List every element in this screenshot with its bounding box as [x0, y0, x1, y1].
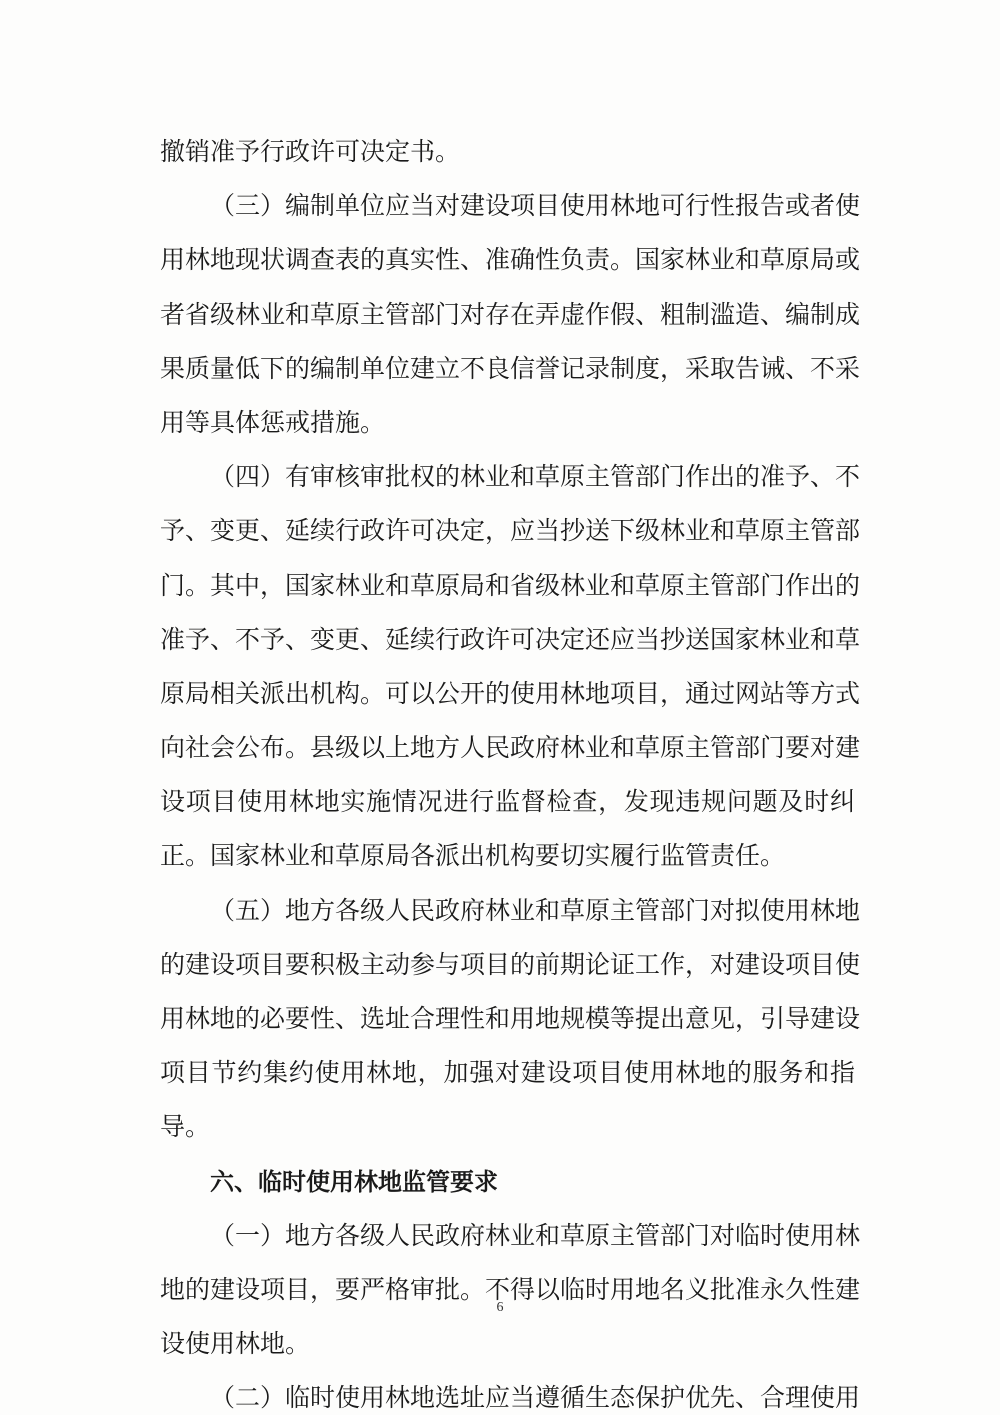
page-number: 6: [496, 1300, 504, 1315]
paragraph-start-line: （三）编制单位应当对建设项目使用林地可行性报告或者使: [210, 191, 861, 221]
text-line: 正。国家林业和草原局各派出机构要切实履行监管责任。: [160, 841, 786, 871]
text-line: 导。: [160, 1112, 211, 1142]
text-line: 设项目使用林地实施情况进行监督检查，发现违规问题及时纠: [160, 787, 855, 817]
paragraph-start-line: （四）有审核审批权的林业和草原主管部门作出的准予、不: [210, 462, 861, 492]
text-line: 予、变更、延续行政许可决定，应当抄送下级林业和草原主管部: [160, 516, 861, 546]
section-heading: 六、临时使用林地监管要求: [210, 1167, 498, 1196]
text-line: 用林地的必要性、选址合理性和用地规模等提出意见，引导建设: [160, 1004, 861, 1033]
text-line: 门。其中，国家林业和草原局和省级林业和草原主管部门作出的: [160, 570, 861, 600]
paragraph-start-line: （一）地方各级人民政府林业和草原主管部门对临时使用林: [210, 1220, 861, 1250]
text-line: 撤销准予行政许可决定书。: [160, 137, 461, 166]
text-line: 的建设项目要积极主动参与项目的前期论证工作，对建设项目使: [160, 949, 861, 979]
body-text: [160, 125, 861, 1426]
text-line: 地的建设项目，要严格审批。不得以临时用地名义批准永久性建: [160, 1274, 861, 1304]
text-line: 原局相关派出机构。可以公开的使用林地项目，通过网站等方式: [160, 678, 861, 708]
paragraph-start-line: （五）地方各级人民政府林业和草原主管部门对拟使用林地: [210, 895, 861, 925]
text-line: 设使用林地。: [160, 1329, 311, 1359]
text-line: 者省级林业和草原主管部门对存在弄虚作假、粗制滥造、编制成: [160, 299, 861, 329]
text-line: 向社会公布。县级以上地方人民政府林业和草原主管部门要对建: [160, 733, 861, 763]
paragraph-start-line: （二）临时使用林地选址应当遵循生态保护优先、合理使用: [210, 1383, 861, 1413]
text-line: 用林地现状调查表的真实性、准确性负责。国家林业和草原局或: [160, 245, 861, 275]
text-line: 准予、不予、变更、延续行政许可决定还应当抄送国家林业和草: [160, 624, 861, 654]
text-line: 果质量低下的编制单位建立不良信誉记录制度，采取告诫、不采: [160, 353, 861, 383]
text-line: 用等具体惩戒措施。: [160, 407, 386, 437]
text-line: 项目节约集约使用林地，加强对建设项目使用林地的服务和指: [160, 1058, 855, 1088]
